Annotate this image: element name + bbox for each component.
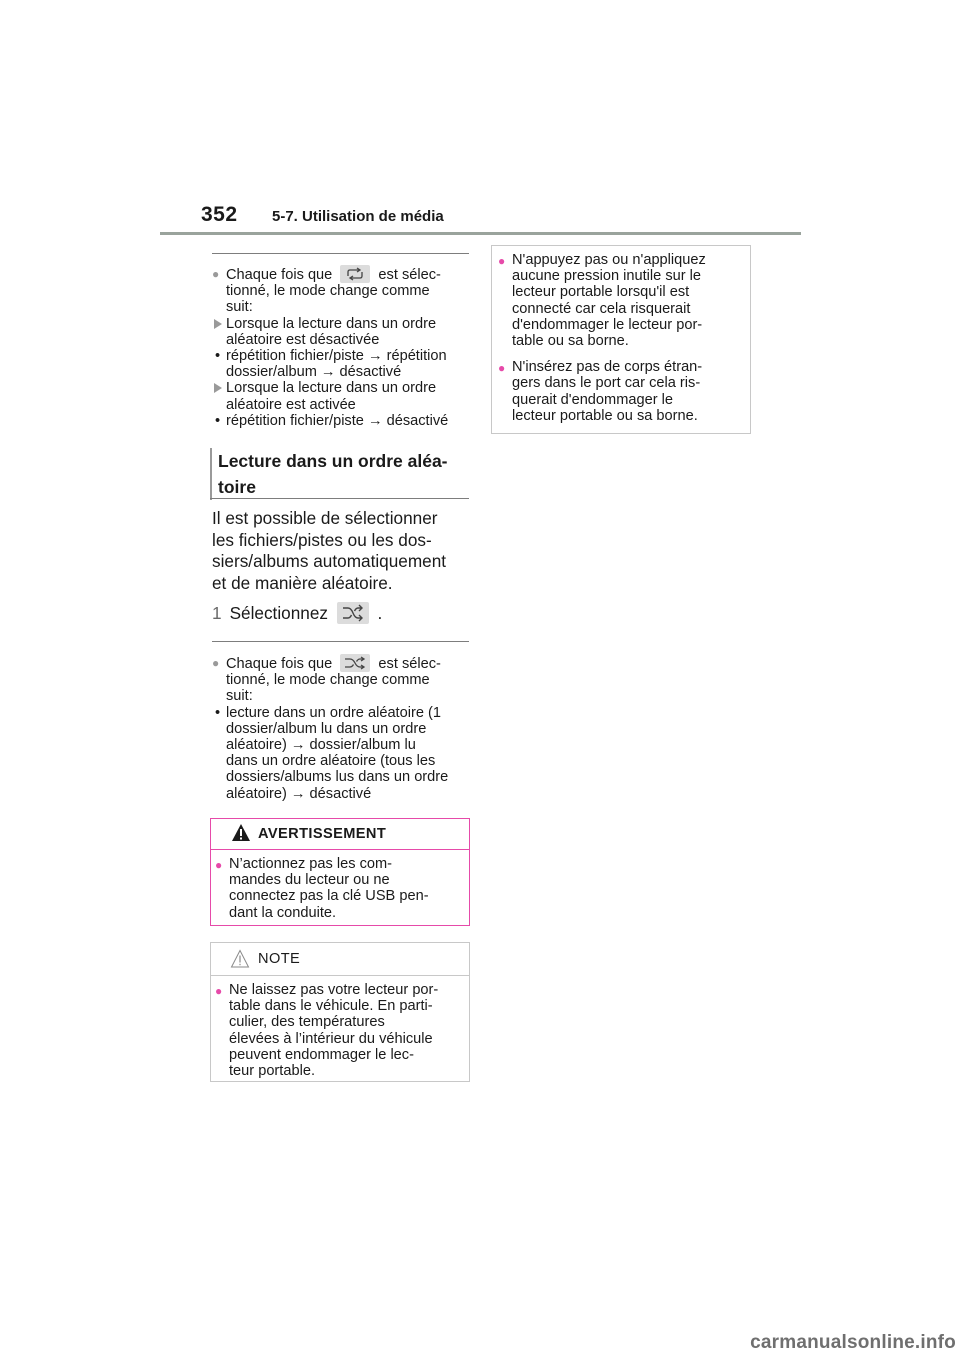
step-1: 1 Sélectionnez . bbox=[212, 603, 383, 623]
mode-sequence: • répétition fichier/piste → répétition dossier/album → désactivé bbox=[215, 348, 447, 381]
precaution-item: ● N'insérez pas de corps étran- gers dans le port car cela ris- querait d'endommager le lecteur portable ou sa borne. bbox=[498, 359, 703, 424]
note-item: ● Ne laissez pas votre lecteur por- table dans le véhicule. En parti- culier, des températures élevées à l’intérieur du véhicule peuvent endommager le lec- teur portable. bbox=[215, 982, 439, 1080]
repeat-icon bbox=[340, 265, 370, 283]
intro-paragraph: Il est possible de sélectionner les fichiers/pistes ou les dos- siers/albums automatiquement et de manière aléatoire. bbox=[212, 508, 447, 593]
section-heading: Lecture dans un ordre aléa- toire bbox=[210, 448, 476, 500]
arrow-bullet-icon bbox=[214, 383, 222, 393]
divider bbox=[210, 498, 469, 499]
bullet-dot-icon: ● bbox=[212, 267, 220, 281]
bullet-dot-icon: ● bbox=[212, 656, 220, 670]
section-title: 5-7. Utilisation de média bbox=[272, 208, 444, 225]
warning-header bbox=[211, 819, 469, 850]
note-title: NOTE bbox=[258, 951, 301, 967]
shuffle-note bbox=[212, 654, 474, 802]
page-number: 352 bbox=[201, 203, 238, 226]
warning-box bbox=[210, 818, 470, 926]
shuffle-icon bbox=[340, 654, 370, 672]
note-box bbox=[210, 942, 470, 1082]
mode-sequence: • lecture dans un ordre aléatoire (1 dossier/album lu dans un ordre aléatoire) → dossier/album lu dans un ordre aléatoire (tous les dossiers/albums lus dans un ordre aléatoire) → désactivé bbox=[215, 704, 449, 802]
case-item: Lorsque la lecture dans un ordre aléatoire est désactivée bbox=[212, 316, 474, 348]
bullet-dot-icon: ● bbox=[215, 984, 223, 998]
note-triangle-icon bbox=[230, 949, 250, 969]
bullet-dot-icon: ● bbox=[215, 858, 223, 872]
repeat-note-item: ● Chaque fois que est sélec- tionné, le mode change comme suit: bbox=[212, 267, 441, 316]
shuffle-icon bbox=[337, 602, 369, 624]
case-item: Lorsque la lecture dans un ordre aléatoire est activée bbox=[212, 380, 474, 412]
mode-sequence: • répétition fichier/piste → désactivé bbox=[215, 412, 449, 429]
warning-item: ● N’actionnez pas les com- mandes du lecteur ou ne connectez pas la clé USB pen- dant la conduite. bbox=[215, 856, 429, 921]
repeat-note bbox=[212, 265, 474, 429]
warning-title: AVERTISSEMENT bbox=[258, 826, 387, 842]
precaution-item: ● N'appuyez pas ou n'appliquez aucune pression inutile sur le lecteur portable lorsqu'il est connecté car cela risquerait d'endommager le lecteur por- table ou sa borne. bbox=[498, 252, 706, 350]
warning-triangle-icon bbox=[231, 823, 251, 843]
divider bbox=[212, 641, 469, 642]
step-number: 1 bbox=[212, 603, 222, 623]
watermark: carmanualsonline.info bbox=[750, 1332, 956, 1353]
bullet-dot-icon: ● bbox=[498, 254, 506, 268]
shuffle-note-item: ● Chaque fois que est sélec- tionné, le mode change comme suit: bbox=[212, 656, 441, 705]
divider bbox=[212, 253, 469, 254]
precaution-box bbox=[491, 245, 751, 434]
header-rule bbox=[160, 232, 801, 235]
note-header bbox=[211, 943, 469, 976]
bullet-dot-icon: ● bbox=[498, 361, 506, 376]
arrow-bullet-icon bbox=[214, 319, 222, 329]
